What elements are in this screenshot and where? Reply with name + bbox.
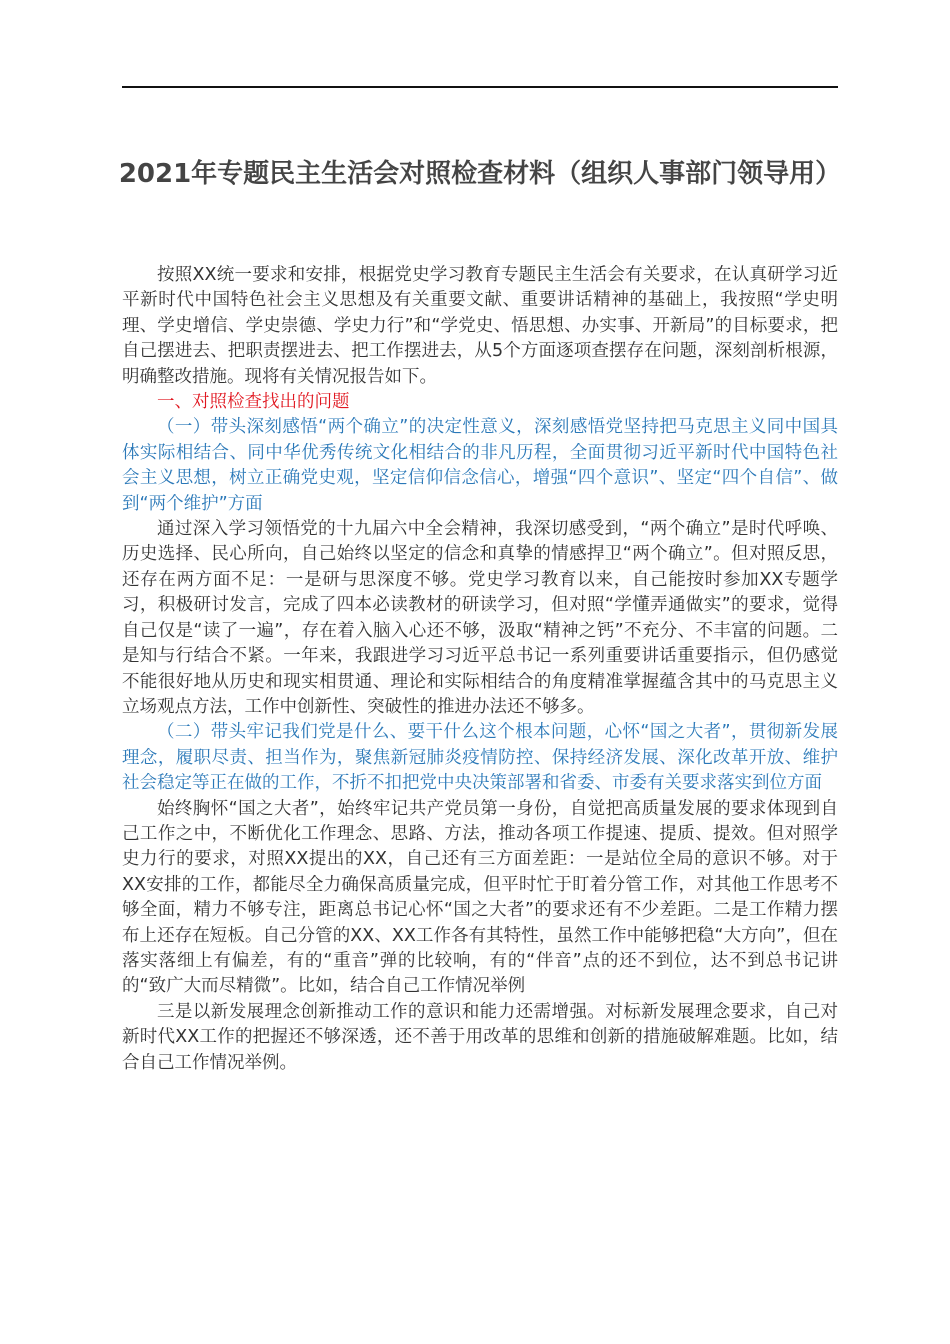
subsection-heading-1: （一）带头深刻感悟“两个确立”的决定性意义，深刻感悟党坚持把马克思主义同中国具体实际相结合、同中华优秀传统文化相结合的非凡历程，全面贯彻习近平新时代中国特色社会主义思想，树立正确党史观，坚定信仰信念信心，增强“四个意识”、坚定“四个自信”、做到“两个维护”方面 [122,417,838,514]
subsection-2-paragraph-2: 三是以新发展理念创新推动工作的意识和能力还需增强。对标新发展理念要求，自己对新时代XX工作的把握还不够深透，还不善于用改革的思维和创新的措施破解难题。比如，结合自己工作情况举例。 [122,1001,838,1073]
intro-paragraph: 按照XX统一要求和安排，根据党史学习教育专题民主生活会有关要求，在认真研学习近平新时代中国特色社会主义思想及有关重要文献、重要讲话精神的基础上，我按照“学史明理、学史增信、学史崇德、学史力行”和“学党史、悟思想、办实事、开新局”的目标要求，把自己摆进去、把职责摆进去、把工作摆进去，从5个方面逐项查摆存在问题，深刻剖析根源，明确整改措施。现将有关情况报告如下。 [122,265,838,387]
header-rule [122,86,838,88]
document-body [122,263,838,1076]
subsection-2-paragraph: 始终胸怀“国之大者”，始终牢记共产党员第一身份，自觉把高质量发展的要求体现到自己工作之中，不断优化工作理念、思路、方法，推动各项工作提速、提质、提效。但对照学史力行的要求，对照XX提出的XX，自己还有三方面差距：一是站位全局的意识不够。对于XX安排的工作，都能尽全力确保高质量完成，但平时忙于盯着分管工作，对其他工作思考不够全面，精力不够专注，距离总书记心怀“国之大者”的要求还有不少差距。二是工作精力摆布上还存在短板。自己分管的XX、XX工作各有其特性，虽然工作中能够把稳“大方向”，但在落实落细上有偏差，有的“重音”弹的比较响，有的“伴音”点的还不到位，达不到总书记讲的“致广大而尽精微”。比如，结合自己工作情况举例 [122,798,838,997]
subsection-1-paragraph: 通过深入学习领悟党的十九届六中全会精神，我深切感受到，“两个确立”是时代呼唤、历史选择、民心所向，自己始终以坚定的信念和真挚的情感捍卫“两个确立”。但对照反思，还存在两方面不足：一是研与思深度不够。党史学习教育以来，自己能按时参加XX专题学习，积极研讨发言，完成了四本必读教材的研读学习，但对照“学懂弄通做实”的要求，觉得自己仅是“读了一遍”，存在着入脑入心还不够，汲取“精神之钙”不充分、不丰富的问题。二是知与行结合不紧。一年来，我跟进学习习近平总书记一系列重要讲话重要指示，但仍感觉不能很好地从历史和现实相贯通、理论和实际相结合的角度精准掌握蕴含其中的马克思主义立场观点方法，工作中创新性、突破性的推进办法还不够多。 [122,519,838,717]
section-heading-1: 一、对照检查找出的问题 [157,392,350,413]
subsection-heading-2: （二）带头牢记我们党是什么、要干什么这个根本问题，心怀“国之大者”，贯彻新发展理念，履职尽责、担当作为，聚焦新冠肺炎疫情防控、保持经济发展、深化改革开放、维护社会稳定等正在做的工作，不折不扣把党中央决策部署和省委、市委有关要求落实到位方面 [122,722,838,794]
document-title: 2021年专题民主生活会对照检查材料（组织人事部门领导用） [118,159,842,189]
